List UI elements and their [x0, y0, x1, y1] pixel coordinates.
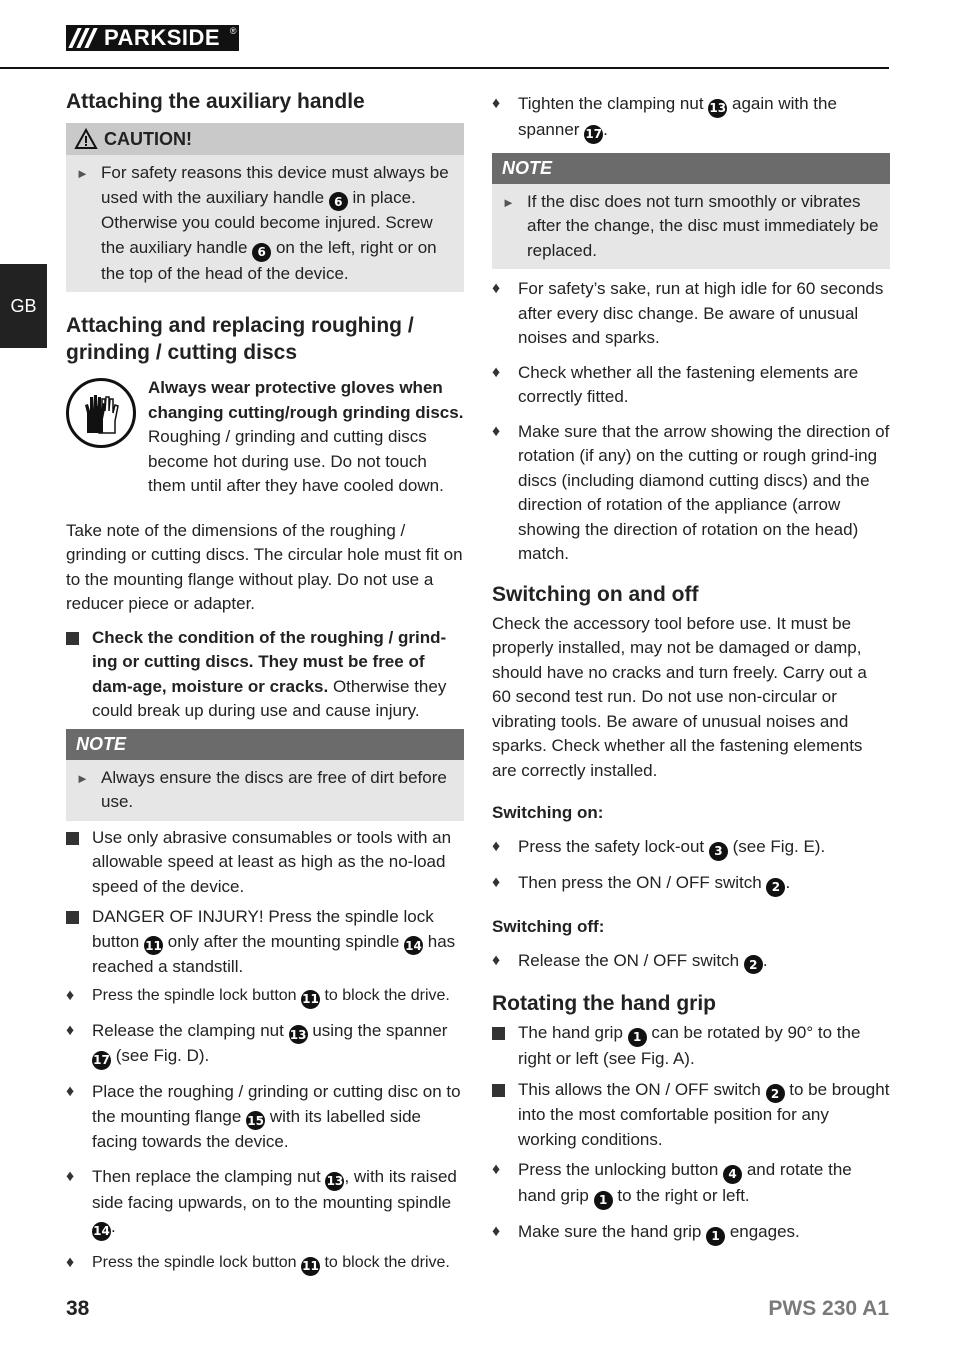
list-item	[492, 1021, 890, 1071]
square-bullet	[66, 626, 92, 724]
square-bullet	[66, 905, 92, 980]
diamond-bullet: ♦	[66, 1021, 75, 1039]
diamond-bullet: ♦	[492, 1222, 501, 1240]
step-text: For safety’s sake, run at high idle for 60 seconds after every disc change. Be aware of unusual noises and sparks.	[518, 279, 884, 347]
list-item	[492, 1220, 890, 1246]
caution-label: CAUTION!	[104, 128, 192, 149]
step-text: Check whether all the fastening elements are correctly fitted.	[518, 362, 859, 406]
diamond-bullet: ♦	[492, 951, 501, 969]
step-text: to block the drive.	[324, 986, 450, 1004]
caution-text: on the left, right or on the top of the head of the device.	[101, 237, 437, 283]
diamond-bullet: ♦	[492, 422, 501, 440]
step-text: Release the clamping nut	[92, 1020, 284, 1040]
ref-13: 13	[708, 99, 727, 118]
step-text: Make sure the hand grip	[518, 1221, 702, 1241]
ref-17: 17	[584, 125, 603, 144]
arrow-icon: ►	[76, 770, 89, 786]
list-item	[492, 92, 890, 144]
caution-box	[66, 155, 464, 292]
gloves-block	[66, 376, 464, 499]
square-bullet	[492, 1078, 518, 1153]
heading-switching: Switching on and off	[492, 582, 699, 606]
ref-1: 1	[628, 1028, 647, 1047]
diamond-bullet: ♦	[492, 95, 501, 112]
dimensions-paragraph: Take note of the dimensions of the roughing / grinding or cutting discs. The circular hole must fit on to the mounting flange without play. Do not use a reducer piece or adapter.	[66, 520, 463, 613]
language-tab: GB	[0, 264, 47, 348]
step-text: .	[785, 872, 791, 892]
ref-17: 17	[92, 1051, 111, 1070]
gloves-icon-wrap	[66, 376, 148, 499]
list-item	[66, 905, 464, 980]
note-item	[502, 190, 880, 264]
right-column	[492, 92, 890, 1246]
step-text: .	[111, 1217, 116, 1236]
heading-rotating: Rotating the hand grip	[492, 992, 716, 1016]
ref-14: 14	[404, 936, 423, 955]
ref-11: 11	[301, 1257, 320, 1276]
parkside-logo	[66, 25, 239, 51]
step-text: to be brought into the most comfortable position for any working conditions.	[518, 1079, 890, 1149]
caution-text: in place. Otherwise you could become injured. Screw the auxiliary handle	[101, 187, 433, 257]
list-item	[492, 361, 890, 410]
gloves-icon	[66, 378, 136, 448]
note-text: Always ensure the discs are free of dirt before use.	[101, 767, 447, 811]
note-header: NOTE	[492, 153, 890, 184]
diamond-bullet: ♦	[492, 873, 501, 891]
step-text: can be rotated by 90° to the right or left (see Fig. A).	[518, 1023, 861, 1068]
brand-name: PARKSIDE	[104, 25, 221, 50]
diamond-bullet: ♦	[66, 1253, 75, 1271]
ref-11: 11	[301, 990, 320, 1009]
ref-13: 13	[289, 1025, 308, 1044]
diamond-bullet: ♦	[492, 280, 501, 297]
list-item	[492, 949, 890, 975]
ref-4: 4	[723, 1165, 742, 1184]
step-text: to block the drive.	[324, 1253, 450, 1271]
gloves-bold: Always wear protective gloves when changing cutting/rough grinding discs.	[148, 378, 464, 422]
step-text: Then press the ON / OFF switch	[518, 872, 762, 892]
danger-text: has reached a standstill.	[92, 931, 456, 977]
square-bullet	[492, 1021, 518, 1071]
note-header: NOTE	[66, 729, 464, 760]
diamond-bullet: ♦	[492, 1161, 501, 1179]
list-item	[66, 984, 464, 1009]
logo-slashes	[66, 25, 100, 51]
list-item	[66, 1080, 464, 1155]
danger-text: Press the spindle lock button	[92, 907, 434, 951]
note-box	[66, 760, 464, 821]
step-text: Make sure that the arrow showing the direction of rotation (if any) on the cutting or rough grind-ing discs (including diamond cutting discs) and the direction of rotation of the appliance (arrow showing the direction of rotation on the head) match.	[518, 421, 890, 563]
list-item	[66, 1165, 464, 1241]
danger-label: DANGER OF INJURY!	[92, 907, 264, 926]
note-text: If the disc does not turn smoothly or vibrates after the change, the disc must immediately be replaced.	[527, 191, 879, 260]
caution-item	[76, 161, 454, 286]
step-text: Then replace the clamping nut	[92, 1166, 321, 1186]
step-text: .	[762, 950, 768, 970]
list-item	[492, 871, 890, 897]
square-bullet	[66, 826, 92, 900]
caution-header	[66, 123, 464, 155]
arrow-icon: ►	[76, 166, 89, 181]
step-text: Release the ON / OFF switch	[518, 950, 740, 970]
step-text: (see Fig. E).	[732, 837, 826, 856]
model-name: PWS 230 A1	[768, 1297, 889, 1320]
list-item	[66, 626, 464, 724]
step-text: (see Fig. D).	[115, 1046, 210, 1066]
left-column	[66, 88, 464, 1276]
step-text: The hand grip	[518, 1023, 623, 1043]
step-text: Press the unlocking button	[518, 1160, 719, 1180]
heading-auxiliary-handle: Attaching the auxiliary handle	[66, 90, 365, 113]
diamond-bullet: ♦	[492, 838, 501, 855]
step-text: to the right or left.	[617, 1186, 750, 1205]
page-number: 38	[66, 1297, 90, 1320]
diamond-bullet: ♦	[66, 1167, 75, 1185]
ref-1: 1	[706, 1227, 725, 1246]
diamond-bullet: ♦	[66, 986, 75, 1004]
step-text: Place the roughing / grinding or cutting disc on to the mounting flange	[92, 1082, 461, 1126]
step-text: Press the safety lock-out	[518, 837, 705, 856]
ref-2: 2	[766, 1084, 785, 1103]
ref-1: 1	[594, 1191, 613, 1210]
ref-2: 2	[744, 955, 763, 974]
step-text: with its labelled side facing towards the device.	[92, 1106, 422, 1152]
ref-15: 15	[246, 1111, 265, 1130]
use-only-text: Use only abrasive consumables or tools with an allowable speed at least as high as the no-load speed of the device.	[92, 827, 452, 896]
step-text: Press the spindle lock button	[92, 1253, 297, 1271]
warning-icon	[74, 128, 98, 150]
list-item	[492, 277, 890, 351]
list-item	[492, 835, 890, 861]
check-bold: Check the condition of the roughing / grind-ing or cutting discs. They must be free of dam-age, moisture or cracks.	[92, 627, 447, 696]
switching-off-label: Switching off:	[492, 916, 605, 936]
ref-6: 6	[252, 243, 271, 262]
arrow-icon: ►	[502, 194, 515, 210]
ref-3: 3	[709, 842, 728, 861]
ref-14: 14	[92, 1222, 111, 1241]
diamond-bullet: ♦	[492, 363, 501, 381]
step-text: again with the spanner	[518, 94, 837, 139]
list-item	[66, 826, 464, 900]
registered-mark: ®	[229, 26, 237, 36]
list-item	[66, 1019, 464, 1071]
ref-13: 13	[325, 1172, 344, 1191]
list-item	[492, 1078, 890, 1153]
switching-on-label: Switching on:	[492, 803, 604, 822]
gloves-text: Roughing / grinding and cutting discs become hot during use. Do not touch them until after they have cooled down.	[148, 427, 444, 495]
list-item	[66, 1251, 464, 1276]
step-text: , with its raised side facing upwards, on to the mounting spindle	[92, 1166, 457, 1212]
danger-text: only after the mounting spindle	[167, 931, 400, 951]
ref-6: 6	[329, 192, 348, 211]
ref-11: 11	[144, 936, 163, 955]
step-text: This allows the ON / OFF switch	[518, 1079, 761, 1099]
diamond-bullet: ♦	[66, 1083, 75, 1100]
step-text: .	[603, 119, 608, 139]
note-item	[76, 766, 454, 815]
step-text: engages.	[729, 1221, 800, 1241]
list-item	[492, 1158, 890, 1210]
caution-text: For safety reasons this device must always be used with the auxiliary handle	[101, 163, 449, 207]
header-rule	[0, 67, 889, 69]
note-box	[492, 184, 890, 270]
step-text: Tighten the clamping nut	[518, 94, 704, 113]
list-item	[492, 420, 890, 567]
step-text: Press the spindle lock button	[92, 986, 297, 1004]
step-text: using the spanner	[312, 1020, 448, 1040]
switch-paragraph: Check the accessory tool before use. It must be properly installed, may not be damaged or damp, should have no cracks and turn freely. Carry out a 60 second test run. Do not use non-circular or vibrating tools. Be aware of unusual noises and sparks. Check whether all the fastening elements are correctly installed.	[492, 613, 867, 780]
ref-2: 2	[766, 878, 785, 897]
heading-discs: Attaching and replacing roughing / grinding / cutting discs	[66, 314, 414, 364]
check-text: Otherwise they could break up during use and cause injury.	[92, 676, 447, 720]
step-text: and rotate the hand grip	[518, 1160, 852, 1205]
